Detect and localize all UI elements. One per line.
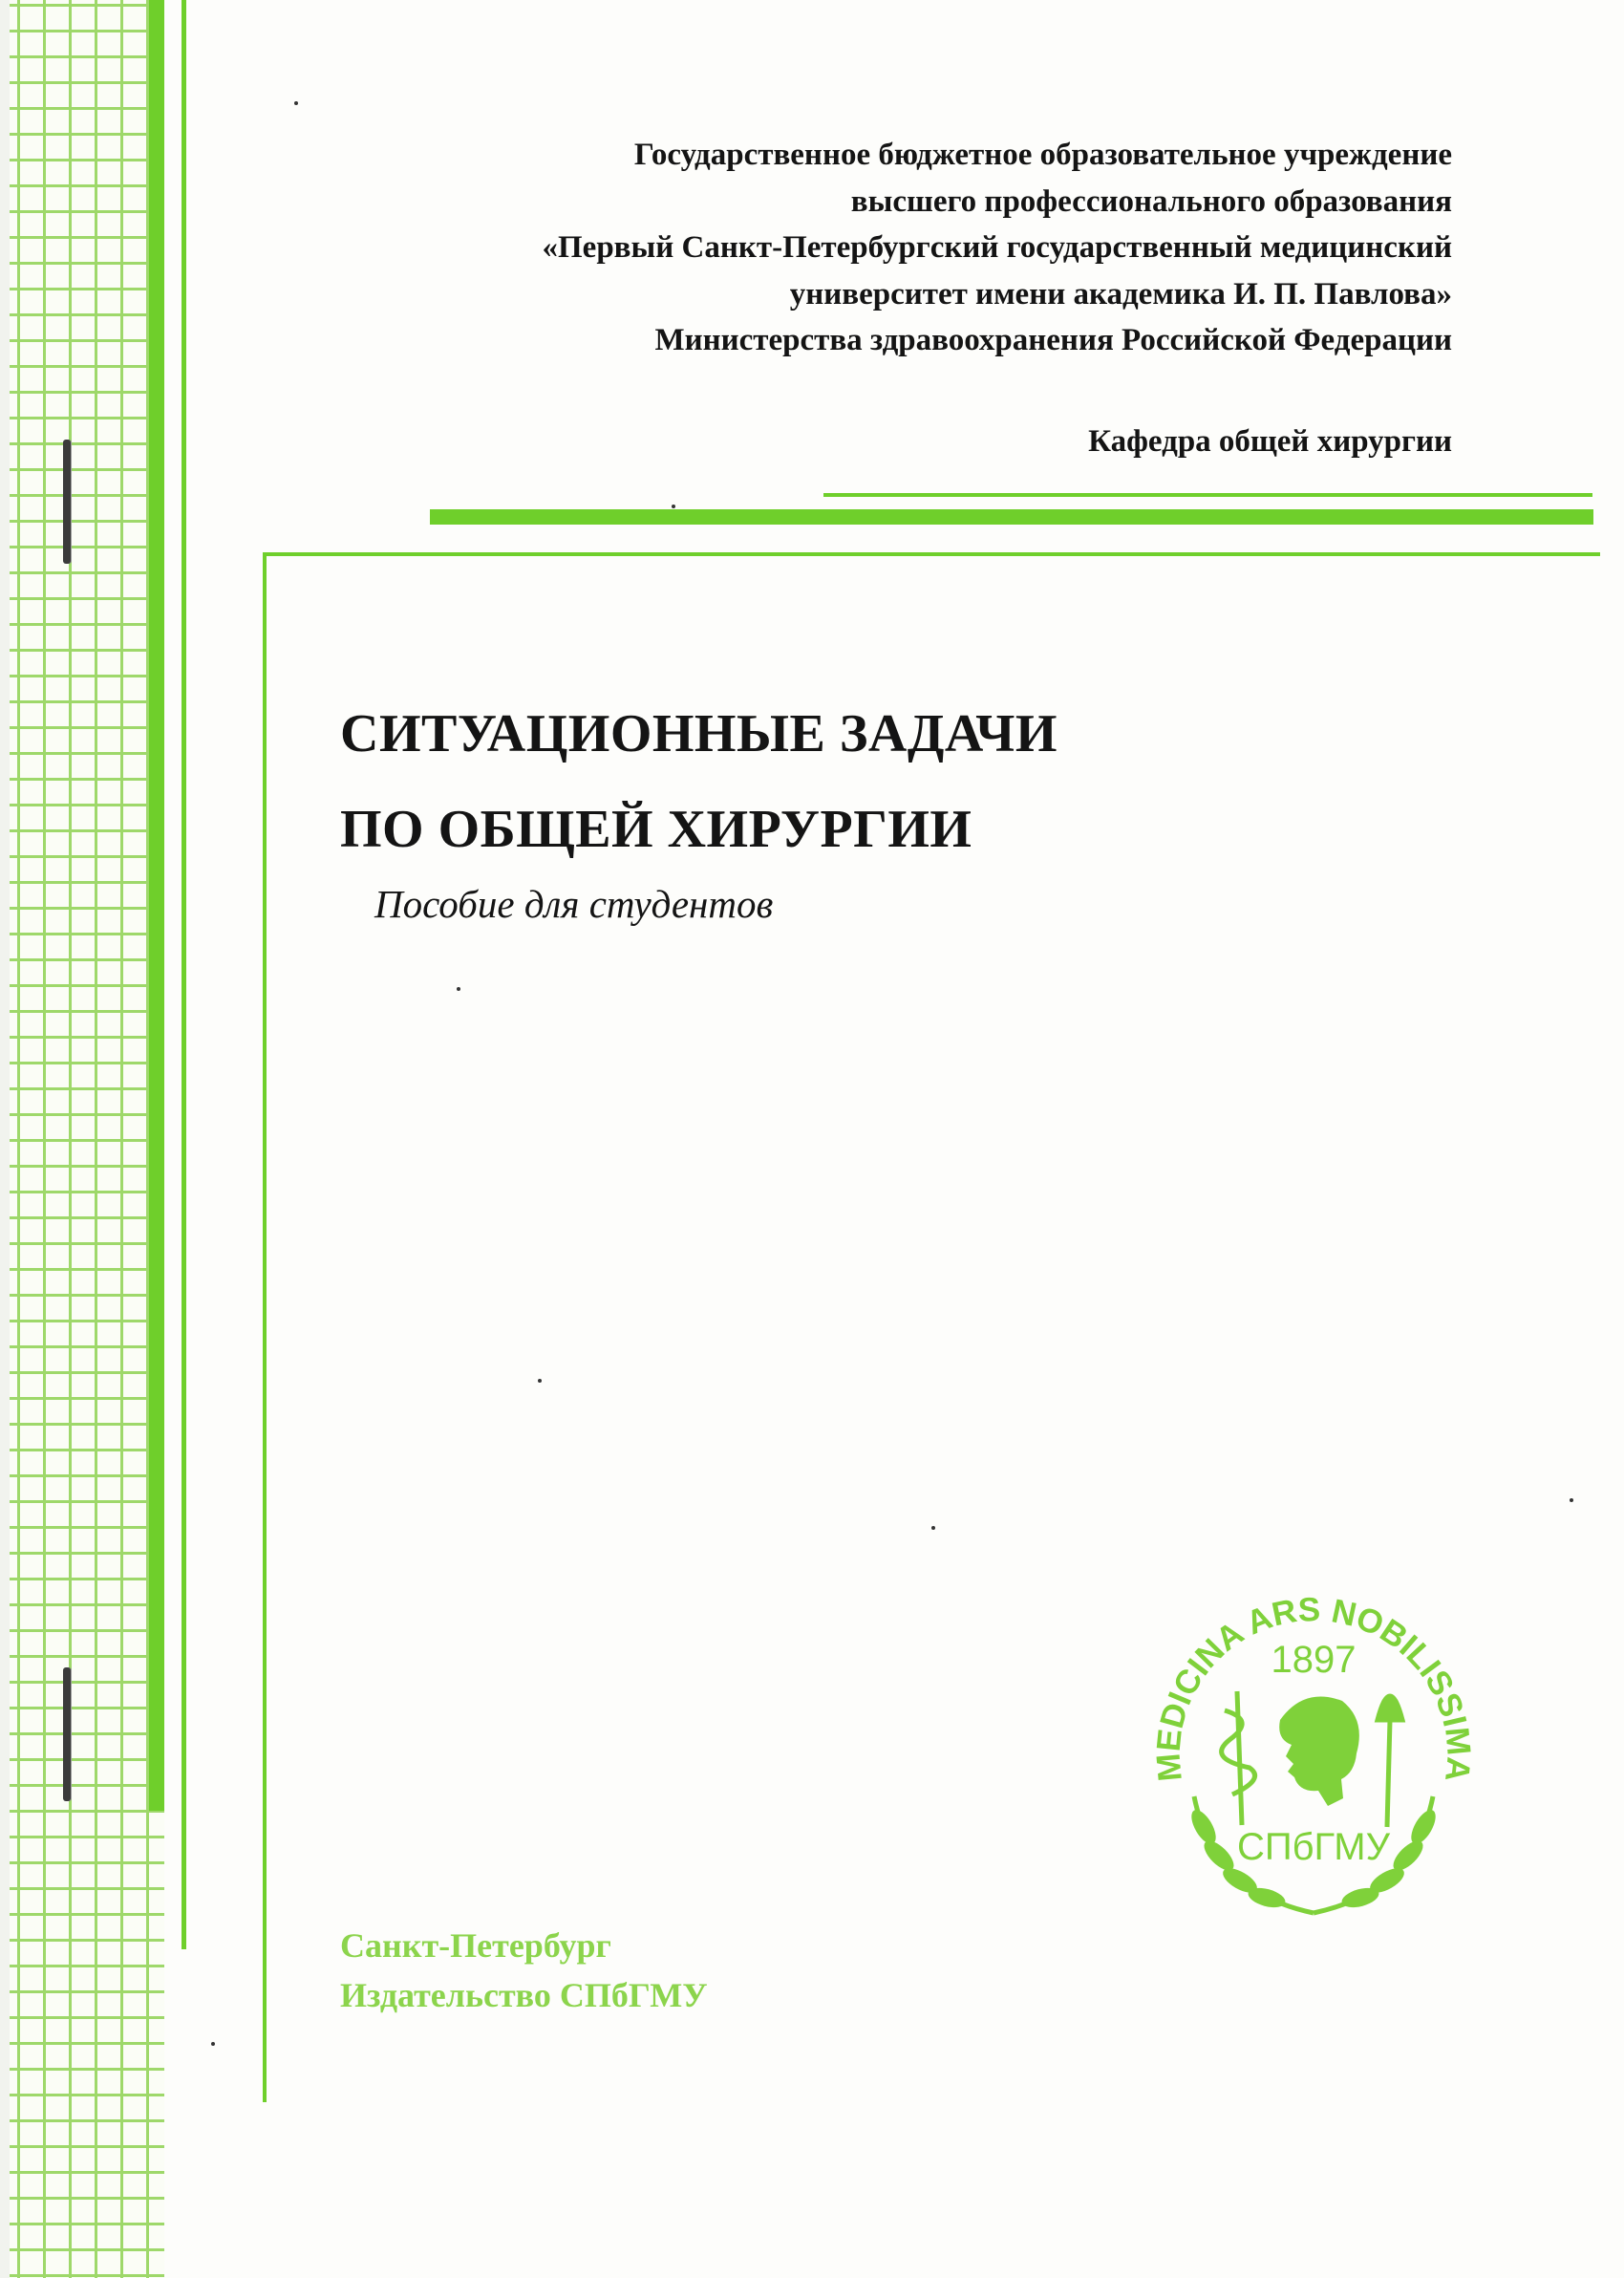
staple-top [63, 440, 71, 564]
imprint-publisher: Издательство СПбГМУ [340, 1976, 708, 2014]
imprint-block [340, 1921, 708, 2020]
graph-paper-strip [10, 0, 164, 2278]
green-horizontal-bar-thick [430, 509, 1593, 525]
book-title-line-2: ПО ОБЩЕЙ ХИРУРГИИ [340, 800, 972, 859]
seal-year: 1897 [1271, 1639, 1357, 1681]
green-horizontal-line-thin [823, 493, 1592, 497]
paper-speck [457, 987, 460, 991]
institution-line: Министерства здравоохранения Российской Федерации [654, 323, 1452, 357]
institution-line: высшего профессионального образования [850, 183, 1452, 219]
book-title [340, 686, 1058, 877]
green-vertical-bar-thick [149, 0, 164, 1811]
department-name: Кафедра общей хирургии [1088, 424, 1452, 459]
paper-speck [672, 505, 675, 508]
paper-speck [294, 101, 298, 105]
paper-speck [1570, 1498, 1573, 1502]
paper-speck [538, 1379, 542, 1383]
paper-speck [211, 2042, 215, 2046]
paper-speck [931, 1526, 935, 1530]
seal-motto: MEDICINA ARS NOBILISSIMA [1149, 1590, 1478, 1784]
green-frame-horizontal-line [263, 552, 1600, 556]
imprint-city: Санкт-Петербург [340, 1926, 611, 1965]
book-subtitle: Пособие для студентов [374, 882, 774, 926]
green-frame-vertical-line [263, 554, 267, 2102]
staple-bottom [63, 1667, 71, 1801]
green-vertical-bar-thin [182, 0, 186, 1949]
institution-line: университет имени академика И. П. Павлова» [789, 276, 1452, 312]
seal-abbreviation: СПбГМУ [1236, 1826, 1391, 1868]
institution-block [306, 132, 1452, 364]
institution-line: Государственное бюджетное образовательное учреждение [633, 138, 1452, 172]
university-seal-icon [1137, 1577, 1490, 1930]
institution-line: «Первый Санкт-Петербургский государственный медицинский [542, 230, 1452, 265]
book-title-line-1: СИТУАЦИОННЫЕ ЗАДАЧИ [340, 704, 1058, 763]
